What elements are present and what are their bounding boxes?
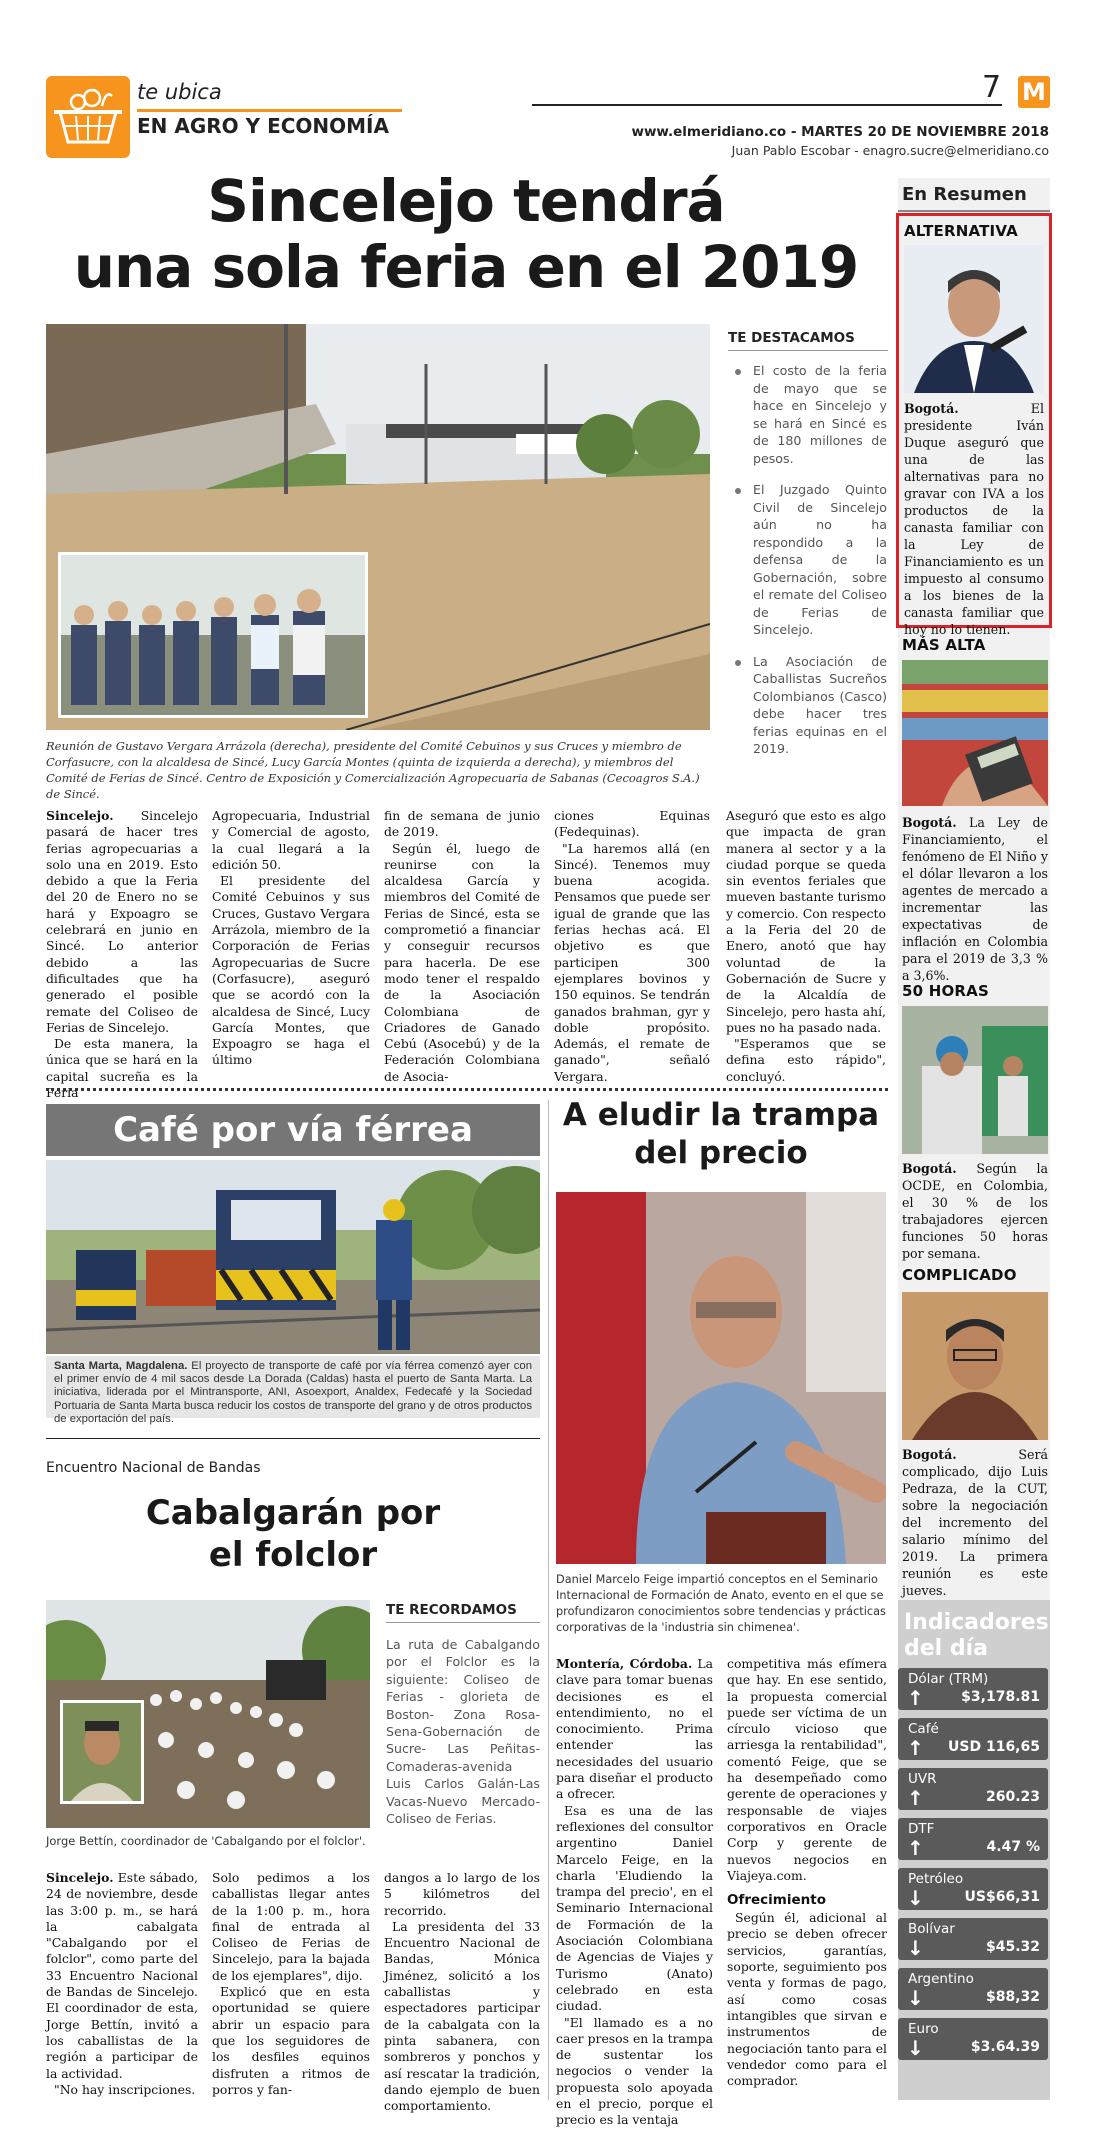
destacamos-list bbox=[735, 362, 887, 772]
main-photo-caption: Reunión de Gustavo Vergara Arrázola (derecha), presidente del Comité Cebuinos y sus Cruces y miembro de Corfasucre, con la alcaldesa de Sincé, Lucy García Montes (quinta de izquierda a derecha), y miembros del Comité de Ferias de Sincé. Centro de Exposición y Comercialización Agropecuaria de Sabanas (Cecoagros S.A.) de Sincé. bbox=[46, 739, 700, 801]
author-line: Juan Pablo Escobar - enagro.sucre@elmeridiano.co bbox=[731, 143, 1049, 158]
sidebar-heading-complicado: COMPLICADO bbox=[902, 1266, 1017, 1284]
indicator-uvr: UVR ↑ 260.23 bbox=[898, 1768, 1048, 1810]
indicator-cafe: Café ↑ USD 116,65 bbox=[898, 1718, 1048, 1760]
recordamos-text: La ruta de Cabalgando por el Folclor es la siguiente: Coliseo de Ferias - glorieta de Boston- Zona Rosa-Sena-Gobernación de Sucre- Las Peñitas- Comaderas-avenida Luis Carlos Galán-Las Vacas-Nuevo Mercado-Coliseo de Ferias. bbox=[386, 1637, 540, 1827]
sidebar-title-rule bbox=[898, 210, 1050, 212]
destacamos-rule bbox=[728, 350, 888, 351]
bandas-top-rule bbox=[46, 1438, 540, 1439]
cabalgata-photo-caption: Jorge Bettín, coordinador de 'Cabalgando por el folclor'. bbox=[46, 1834, 366, 1848]
indicator-petroleo: Petróleo ↓ US$66,31 bbox=[898, 1868, 1048, 1910]
sidebar-text-50-horas: Bogotá. Según la OCDE, en Colombia, el 30 % de los trabajadores ejercen funciones 50 horas por semana. bbox=[902, 1161, 1048, 1261]
bandas-headline: Cabalgarán por el folclor bbox=[145, 1493, 441, 1575]
arrow-up-icon: ↑ bbox=[907, 1686, 924, 1710]
bandas-body-col3: dangos a lo largo de los 5 kilómetros del recorrido. La presidenta del 33 Encuentro Nacional de Bandas, Mónica Jiménez, solicitó a los caballistas y espectadores participar de la cabalgata con la pinta sabanera, con sombreros y ponchos y así rescatar la tradición, dando ejemplo de buen comportamiento. bbox=[384, 1870, 540, 2114]
dateline: Sincelejo. bbox=[46, 808, 114, 823]
indicator-argentino: Argentino ↓ $88,32 bbox=[898, 1968, 1048, 2010]
page-number: 7 bbox=[982, 70, 1002, 105]
precio-body-col2: competitiva más efímera que hay. En ese sentido, la propuesta comercial puede ser víctima de un círculo vicioso que arriesga la rentabilidad", comentó Feige, que se ha desempeñado como gerente de operaciones y responsable de viajes corporativos en Oracle Corp y gerente de nuevos negocios en Viajeya.com. Ofrecimiento Según él, adicional al precio se deben ofrecer servicios, garantías, soporte, seguimiento pos venta y formas de pago, así como cosas intangibles que sirvan e instrumentos de negociación tanto para el vendedor como para el comprador. bbox=[727, 1656, 887, 2089]
bettin-portrait-inset bbox=[60, 1700, 144, 1804]
section-label-big: EN AGRO Y ECONOMÍA bbox=[137, 114, 389, 138]
main-headline-line2: una sola feria en el 2019 bbox=[73, 233, 859, 301]
section-logo bbox=[46, 76, 130, 158]
precio-subhead: Ofrecimiento bbox=[727, 1892, 826, 1909]
arrow-down-icon: ↓ bbox=[907, 1986, 924, 2010]
section-divider bbox=[46, 1088, 888, 1091]
destacamos-title: TE DESTACAMOS bbox=[728, 330, 855, 346]
destacamos-item: La Asociación de Caballistas Sucreños Colombianos (Casco) debe hacer tres ferias equinas en el 2019. bbox=[735, 653, 887, 758]
arrow-down-icon: ↓ bbox=[907, 1886, 924, 1910]
precio-body-col1: Montería, Córdoba. La clave para tomar buenas decisiones es el entendimiento, no el conocimiento. Prima entender las necesidades del usuario para diseñar el producto a ofrecer. Esa es una de las reflexiones del consultor argentino Daniel Marcelo Feige, en la charla 'Eludiendo la trampa del precio', en el Seminario Internacional de Formación de la Asociación Colombiana de Agencias de Viajes y Turismo (Anato) celebrado en esta ciudad. "El llamado es a no caer presos en la trampa de sustentar los negocios o vender la propuesta solo apoyada en el precio, porque el precio es la ventaja bbox=[556, 1656, 713, 2128]
duque-photo bbox=[904, 245, 1044, 393]
main-body-col2: Agropecuaria, Industrial y Comercial de agosto, la cual llegará a la edición 50. El presidente del Comité Cebuinos y sus Cruces, Gustavo Vergara Arrázola, miembro de la Corporación de Ferias Agropecuarias de Sucre (Corfasucre), aseguró que se acordó con la alcaldesa de Sincé, Lucy García Montes, que Expoagro se haga el último bbox=[212, 808, 370, 1068]
sidebar-title: En Resumen bbox=[902, 184, 1027, 205]
section-label-small: te ubica bbox=[137, 80, 222, 104]
main-headline-line1: Sincelejo tendrá bbox=[207, 167, 725, 235]
workers-photo bbox=[902, 1006, 1048, 1154]
indicator-dolar: Dólar (TRM) ↑ $3,178.81 bbox=[898, 1668, 1048, 1710]
column-divider bbox=[548, 1100, 549, 2100]
group-photo-inset bbox=[58, 552, 368, 718]
indicator-euro: Euro ↓ $3.64.39 bbox=[898, 2018, 1048, 2060]
pedraza-photo bbox=[902, 1292, 1048, 1440]
sidebar-heading-alternativa: ALTERNATIVA bbox=[904, 222, 1018, 240]
main-body-col4: ciones Equinas (Fedequinas). "La haremos allá (en Sincé). Tenemos muy buena acogida. Pensamos que puede ser igual de grande que las ferias hechas acá. El objetivo es que participen 300 ejemplares bovinos y 150 equinos. Se tendrán ganados brahman, gyr y doble propósito. Además, el remate de ganado", señaló Vergara. bbox=[554, 808, 710, 1084]
indicator-dtf: DTF ↑ 4.47 % bbox=[898, 1818, 1048, 1860]
section-underline bbox=[137, 109, 402, 112]
header-rule bbox=[532, 104, 1002, 106]
site-date-line: www.elmeridiano.co - MARTES 20 DE NOVIEMBRE 2018 bbox=[631, 124, 1049, 140]
arrow-down-icon: ↓ bbox=[907, 2036, 924, 2060]
bandas-body-col1: Sincelejo. Este sábado, 24 de noviembre, desde las 3:00 p. m., se hará la cabalgata "Cabalgando por el folclor", como parte del 33 Encuentro Nacional de Bandas de Sincelejo. El coordinador de esta, Jorge Bettín, invitó a los caballistas de la región a participar de la actividad. "No hay inscripciones. bbox=[46, 1870, 198, 2097]
main-headline bbox=[46, 168, 886, 300]
bandas-body-col2: Solo pedimos a los caballistas llegar antes de la 1:00 p. m., hora final de entrada al Coliseo de Ferias de Sincelejo, para la bajada de los ejemplares", dijo. Explicó que en esta oportunidad se quiere abrir un espacio para que los seguidores de los desfiles equinos disfruten a ritmos de porros y fan- bbox=[212, 1870, 370, 2097]
main-body-col3: fin de semana de junio de 2019. Según él, luego de reunirse con la alcaldesa García y miembros del Comité de Ferias de Sincé, esta se comprometió a financiar y conseguir recursos para hacerla. De ese modo tener el respaldo de la Asociación Colombiana de Criadores de Ganado Cebú (Asocebú) y de la Federación Colombiana de Asocia- bbox=[384, 808, 540, 1084]
market-calculator-photo bbox=[902, 660, 1048, 806]
feige-photo-caption: Daniel Marcelo Feige impartió conceptos en el Seminario Internacional de Formación de Anato, evento en el que se profundizaron conocimientos sobre tendencias y prácticas corporativas de la 'industria sin chimenea'. bbox=[556, 1573, 886, 1634]
precio-headline: A eludir la trampa del precio bbox=[562, 1097, 880, 1171]
arrow-down-icon: ↓ bbox=[907, 1936, 924, 1960]
feige-photo bbox=[556, 1192, 886, 1564]
sidebar-text-mas-alta: Bogotá. La Ley de Financiamiento, el fenómeno de El Niño y el dólar llevaron a los agentes de mercado a incrementar las expectativas de inflación en Colombia para el 2019 de 3,3 % a 3,6%. bbox=[902, 815, 1048, 983]
arrow-up-icon: ↑ bbox=[907, 1786, 924, 1810]
main-body-col1: Sincelejo. Sincelejo pasará de hacer tres ferias agropecuarias a solo una en 2019. Esto debido a que la Feria del 20 de Enero no se hará y Expoagro se celebrará en junio en Sincé. Lo anterior debido a las dificultades que ha generado el posible remate del Coliseo de Ferias de Sincelejo. De esta manera, la única que se hará en la capital sucreña es la Feria bbox=[46, 808, 198, 1101]
recordamos-title: TE RECORDAMOS bbox=[386, 1602, 517, 1618]
indicators-title: Indicadores del día bbox=[904, 1610, 1049, 1661]
sidebar-text-alternativa: Bogotá. El presidente Iván Duque aseguró que una de las alternativas para no gravar con IVA a los productos de la canasta familiar con la Ley de Financiamiento es un impuesto al consumo a los bienes de la canasta familiar que hoy no lo tienen. bbox=[904, 401, 1044, 637]
cafe-train-photo bbox=[46, 1160, 540, 1354]
arrow-up-icon: ↑ bbox=[907, 1736, 924, 1760]
arrow-up-icon: ↑ bbox=[907, 1836, 924, 1860]
destacamos-item: El Juzgado Quinto Civil de Sincelejo aún no ha respondido a la defensa de la Gobernación, sobre el remate del Coliseo de Ferias de Sincelejo. bbox=[735, 481, 887, 639]
cafe-banner: Café por vía férrea bbox=[46, 1104, 540, 1156]
indicator-bolivar: Bolívar ↓ $45.32 bbox=[898, 1918, 1048, 1960]
sidebar-heading-mas-alta: MÁS ALTA bbox=[902, 636, 986, 654]
sidebar-heading-50-horas: 50 HORAS bbox=[902, 982, 989, 1000]
basket-icon bbox=[46, 76, 130, 158]
sidebar-text-complicado: Bogotá. Será complicado, dijo Luis Pedraza, de la CUT, sobre la negociación del incremento del salario mínimo del 2019. La primera reunión es este jueves. bbox=[902, 1447, 1048, 1598]
destacamos-item: El costo de la feria de mayo que se hace en Sincelejo y se hará en Sincé es de 180 millones de pesos. bbox=[735, 362, 887, 467]
bandas-kicker: Encuentro Nacional de Bandas bbox=[46, 1460, 261, 1476]
recordamos-rule bbox=[386, 1622, 540, 1623]
cafe-caption: Santa Marta, Magdalena. El proyecto de transporte de café por vía férrea comenzó ayer con el primer envío de 4 mil sacos desde La Dorada (Caldas) hasta el puerto de Santa Marta. La iniciativa, liderada por el Mintransporte, ANI, Asoexport, Analdex, Fedecafé y la Sociedad Portuaria de Santa Marta busca reducir los costos de transporte del grano y de otros productos de exportación del país. bbox=[46, 1356, 540, 1418]
newspaper-logo: M bbox=[1018, 76, 1050, 108]
main-body-col5: Aseguró que esto es algo que impacta de gran manera al sector y a la ciudad porque se queda sin eventos feriales que mueven bastante turismo y comercio. Con respecto a la Feria del 20 de Enero, anotó que hay voluntad de la Gobernación de Sucre y de la Alcaldía de Sincelejo, pero hasta ahí, pues no ha pasado nada. "Esperamos que se defina esto rápido", concluyó. bbox=[726, 808, 887, 1084]
